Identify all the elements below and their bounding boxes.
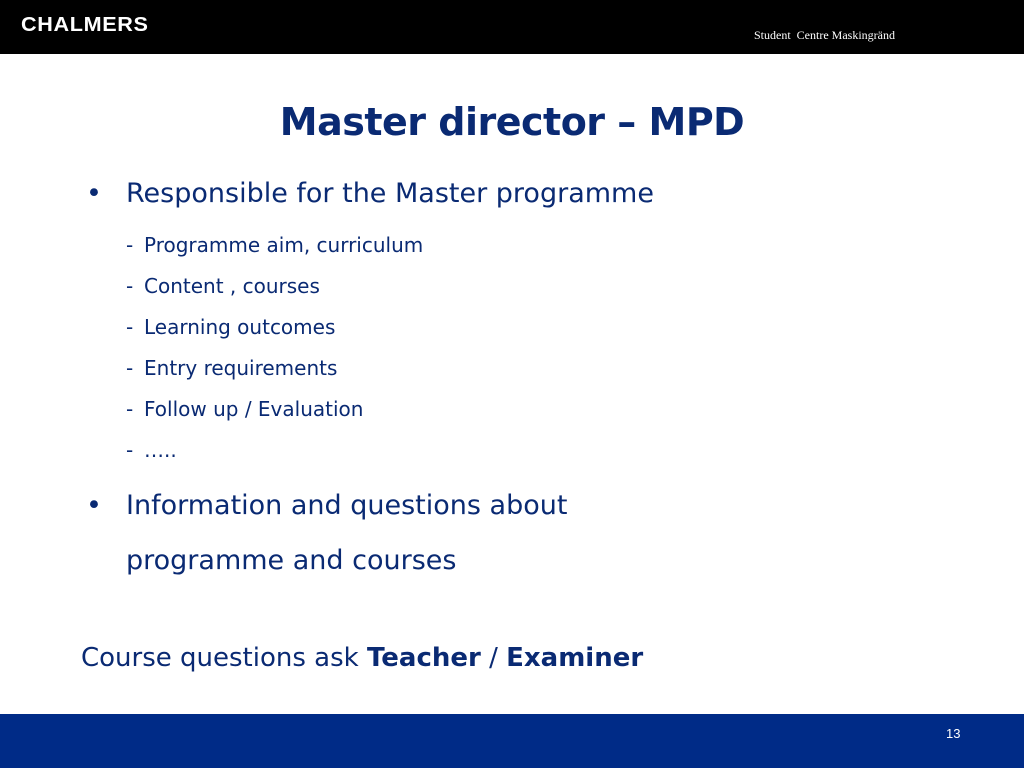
dash-marker: - [126, 397, 134, 421]
slide-title: Master director – MPD [279, 100, 745, 144]
note-separator: / [480, 643, 507, 673]
sub-list-item [126, 395, 423, 436]
dash-marker: - [126, 274, 134, 298]
note-teacher: Teacher [366, 643, 481, 673]
sub-list-item [126, 313, 423, 354]
sub-item-text: Learning outcomes [144, 315, 336, 339]
sub-list-item [126, 354, 423, 395]
header-bar [0, 0, 1024, 54]
bullet-marker: • [86, 178, 102, 209]
header-subtitle: Student Centre Maskingränd [754, 28, 895, 42]
sub-list-item [126, 436, 423, 477]
dash-marker: - [126, 356, 134, 380]
sub-item-text: Programme aim, curriculum [144, 233, 424, 257]
bullet-text-line1: Information and questions about [126, 490, 568, 521]
note-examiner: Examiner [506, 643, 644, 673]
sub-list-item [126, 272, 423, 313]
note-prefix: Course questions ask [81, 643, 367, 673]
sub-list-item [126, 231, 423, 272]
footer-bar [0, 714, 1024, 768]
bullet-marker: • [86, 490, 102, 521]
sub-item-text: Content , courses [144, 274, 320, 298]
sub-item-text: ….. [144, 438, 177, 462]
bullet-text-line2: programme and courses [126, 545, 457, 576]
dash-marker: - [126, 233, 134, 257]
dash-marker: - [126, 438, 134, 462]
sub-item-text: Entry requirements [144, 356, 338, 380]
dash-marker: - [126, 315, 134, 339]
sub-list [126, 231, 423, 477]
bullet-text: Responsible for the Master programme [126, 178, 654, 209]
chalmers-logo: CHALMERS [21, 14, 149, 36]
sub-item-text: Follow up / Evaluation [144, 397, 364, 421]
page-number: 13 [946, 726, 961, 741]
course-questions-note [81, 643, 643, 673]
